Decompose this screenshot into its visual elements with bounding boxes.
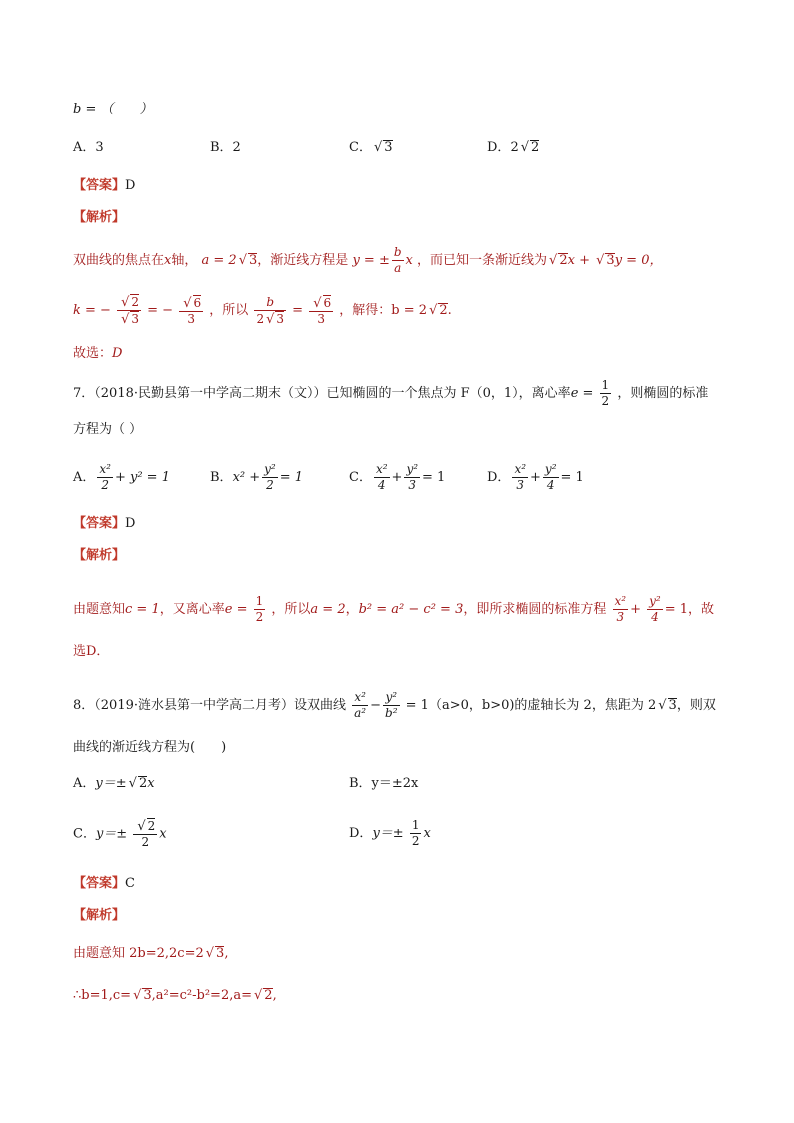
q8-analysis-line1: 由题意知 2b=2,2c=2 √ 3, [73, 946, 229, 961]
q8-option-d: D．y＝± $\frac{1}{2}$ x [349, 818, 431, 848]
q6-analysis-line1: 双曲线的焦点在x轴， a = 2 √ 3，渐近线方程是 y = ± $\frac{b}{a}$ x ，而已知一条渐近线为 √ 2x + √ 3y = 0， [73, 245, 663, 275]
q6-stem: b = （ ） [73, 102, 153, 117]
q6-analysis-tag: 【解析】 [73, 210, 126, 225]
fraction: $\frac{\text{y²}}{4}$ [649, 594, 661, 624]
q6-option-d: D．2 √ 2 [487, 140, 540, 155]
fraction: $\frac{\text{x²}}{3}$ [614, 594, 627, 624]
q6-option-a: A．3 [73, 140, 104, 155]
fraction: $\frac{\text{y²}}{3}$ [406, 462, 419, 492]
fraction: $\frac{\text{y²}}{4}$ [544, 462, 557, 492]
q7-stem-line1: 7．（2018·民勤县第一中学高二期末（文））已知椭圆的一个焦点为 F（0，1），离心率e = $\frac{1}{2}$ ，则椭圆的标准 [73, 378, 709, 408]
q8-option-c: C．y＝± $\frac{√ 2}{2}$ x [73, 819, 167, 849]
fraction: $\frac{b}{2 √ 3}$ [256, 294, 285, 327]
q7-option-c: C． $\frac{\text{x²}}{4}$ + $\frac{\text{y²}}{3}$ = 1 [349, 462, 446, 492]
q8-stem-line2: 曲线的渐近线方程为( ) [73, 740, 227, 755]
fraction: $\frac{\text{x²}}{3}$ [514, 462, 527, 492]
fraction: $\frac{\text{x²}}{2}$ [99, 462, 111, 492]
fraction: $\frac{√ 6}{3}$ [179, 295, 203, 327]
q7-answer: 【答案】D [73, 516, 136, 531]
fraction: $\frac{\text{y²}}{\text{b²}}$ [385, 690, 398, 720]
q6-option-b: B．2 [210, 140, 241, 155]
fraction: $\frac{1}{2}$ [411, 818, 420, 848]
fraction: $\frac{\text{x²}}{4}$ [375, 462, 388, 492]
q7-option-d: D． $\frac{\text{x²}}{3}$ + $\frac{\text{y²}}{4}$ = 1 [487, 462, 584, 492]
q7-analysis-tag: 【解析】 [73, 548, 126, 563]
q6-analysis-line2: k = − $\frac{√ 2}{√ 3}$ = − $\frac{√ 6}{3}$ ，所以 $\frac{b}{2 √ 3}$ = $\frac{√ 6}{3}$ ，解得：b = 2 √ 2. [73, 294, 452, 327]
q8-analysis-line2: ∴b=1,c= √ 3,a²=c²-b²=2,a= √ 2, [73, 988, 277, 1003]
fraction: $\frac{√ 6}{3}$ [309, 295, 333, 327]
q7-option-b: B．x² + $\frac{\text{y²}}{2}$ = 1 [210, 462, 304, 492]
q8-stem-line1: 8．（2019·涟水县第一中学高二月考）设双曲线 $\frac{\text{x²}}{\text{a²}}$ − $\frac{\text{y²}}{\text{b²}}$ = 1（a>0，b>0)的虚轴长为 2，焦距为 2 √ 3，则双 [73, 690, 716, 720]
q7-option-a: A． $\frac{\text{x²}}{2}$ + y² = 1 [73, 462, 170, 492]
q8-analysis-tag: 【解析】 [73, 908, 126, 923]
q7-analysis-line1: 由题意知c = 1，又离心率e = $\frac{1}{2}$ ，所以a = 2，b² = a² − c² = 3，即所求椭圆的标准方程 $\frac{\text{x²}}{3}$ + $\frac{\text{y²}}{4}$ = 1，故 [73, 594, 715, 624]
q6-answer: 【答案】D [73, 178, 136, 193]
q8-answer: 【答案】C [73, 876, 135, 891]
fraction: $\frac{1}{2}$ [255, 594, 264, 624]
fraction: $\frac{√ 2}{√ 3}$ [117, 294, 141, 327]
fraction: $\frac{\text{x²}}{\text{a²}}$ [354, 690, 367, 720]
fraction: $\frac{√ 2}{2}$ [133, 818, 157, 850]
q6-choose: 故选：D [73, 346, 123, 361]
q7-stem-line2: 方程为（ ） [73, 422, 143, 437]
q8-option-b: B．y＝±2x [349, 776, 419, 791]
q7-analysis-line2: 选D． [73, 644, 110, 659]
fraction: $\frac{1}{2}$ [601, 378, 610, 408]
fraction: $\frac{b}{a}$ [393, 245, 402, 275]
q6-option-c: C． √ 3 [349, 140, 393, 155]
q8-option-a: A．y＝± √ 2x [73, 776, 155, 791]
fraction: $\frac{\text{y²}}{2}$ [264, 462, 276, 492]
